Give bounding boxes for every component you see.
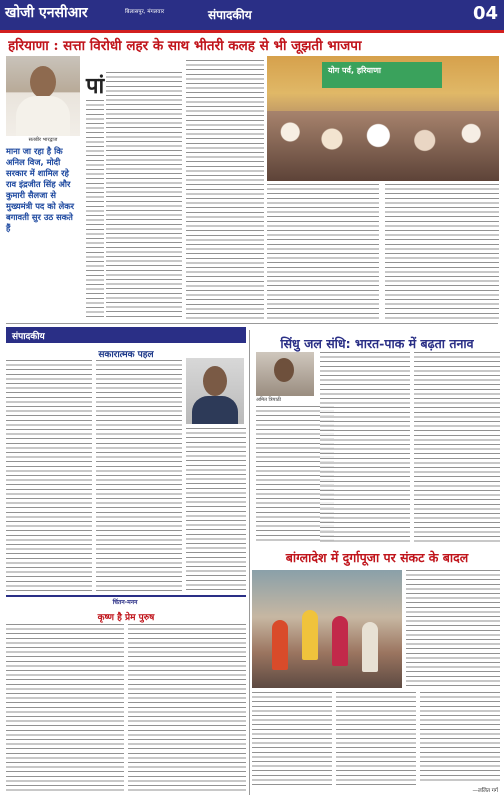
lead-headline: हरियाणा : सत्ता विरोधी लहर के साथ भीतरी कलह से भी जूझती भाजपा (8, 38, 362, 54)
editorial-column-2 (96, 360, 182, 592)
editorial-section-header: संपादकीय (6, 327, 246, 343)
story-three-byline: —ललित गर्ग (472, 788, 498, 794)
thought-box-tag: चिंतन-मनन (112, 599, 138, 606)
editorial-column-3 (186, 428, 246, 592)
lead-column-1 (106, 72, 182, 320)
pull-quote: माना जा रहा है कि अनिल विज, मोदी सरकार में शामिल रहे राव इंद्रजीत सिंह और कुमारी सैलजा से मुख्यमंत्री पद को लेकर बगावती सुर उठ सकते हैं (6, 146, 75, 233)
editorial-subhead: सकारात्मक पहल (98, 350, 154, 360)
story-three-column-3 (336, 692, 416, 788)
story-three-column-2 (252, 692, 332, 788)
lead-column-3 (186, 60, 264, 320)
lead-column-4 (267, 184, 379, 320)
newspaper-logo: खोजी एनसीआर (5, 5, 88, 21)
story-two-column-2 (320, 352, 410, 544)
dateline: बिलासपुर, मंगलवार (125, 9, 165, 15)
politician-photo (6, 56, 80, 136)
column-divider (249, 330, 250, 795)
politician-photo-caption: सतबीर भारद्वाज (28, 137, 58, 143)
durga-puja-photo (252, 570, 402, 688)
masthead (0, 0, 504, 30)
story-three-headline: बांग्लादेश में दुर्गापूजा पर संकट के बादल (285, 550, 469, 565)
rally-banner: योग पर्व, हरियाणा (322, 62, 442, 88)
lead-column-2 (86, 100, 104, 320)
section-title: संपादकीय (208, 8, 252, 22)
story-two-author-photo (256, 352, 314, 396)
masthead-rule (0, 30, 504, 33)
thought-column-2 (128, 624, 246, 794)
author-photo (186, 358, 244, 424)
editorial-column-1 (6, 360, 92, 592)
page-number: 04 (472, 3, 498, 24)
section-divider (6, 323, 498, 324)
rally-photo (267, 56, 499, 181)
lead-column-5 (385, 184, 499, 320)
thought-column-1 (6, 624, 124, 794)
story-two-author-credit: अमित त्रिपाठी (256, 397, 281, 403)
thought-box-title: कृष्ण है प्रेम पुरुष (97, 613, 155, 623)
story-two-column-3 (414, 352, 500, 544)
story-three-column-1 (406, 570, 500, 688)
story-three-column-4 (420, 692, 500, 782)
story-two-headline: सिंधु जल संधि: भारत-पाक में बढ़ता तनाव (280, 336, 474, 351)
drop-cap: पां (86, 73, 105, 99)
